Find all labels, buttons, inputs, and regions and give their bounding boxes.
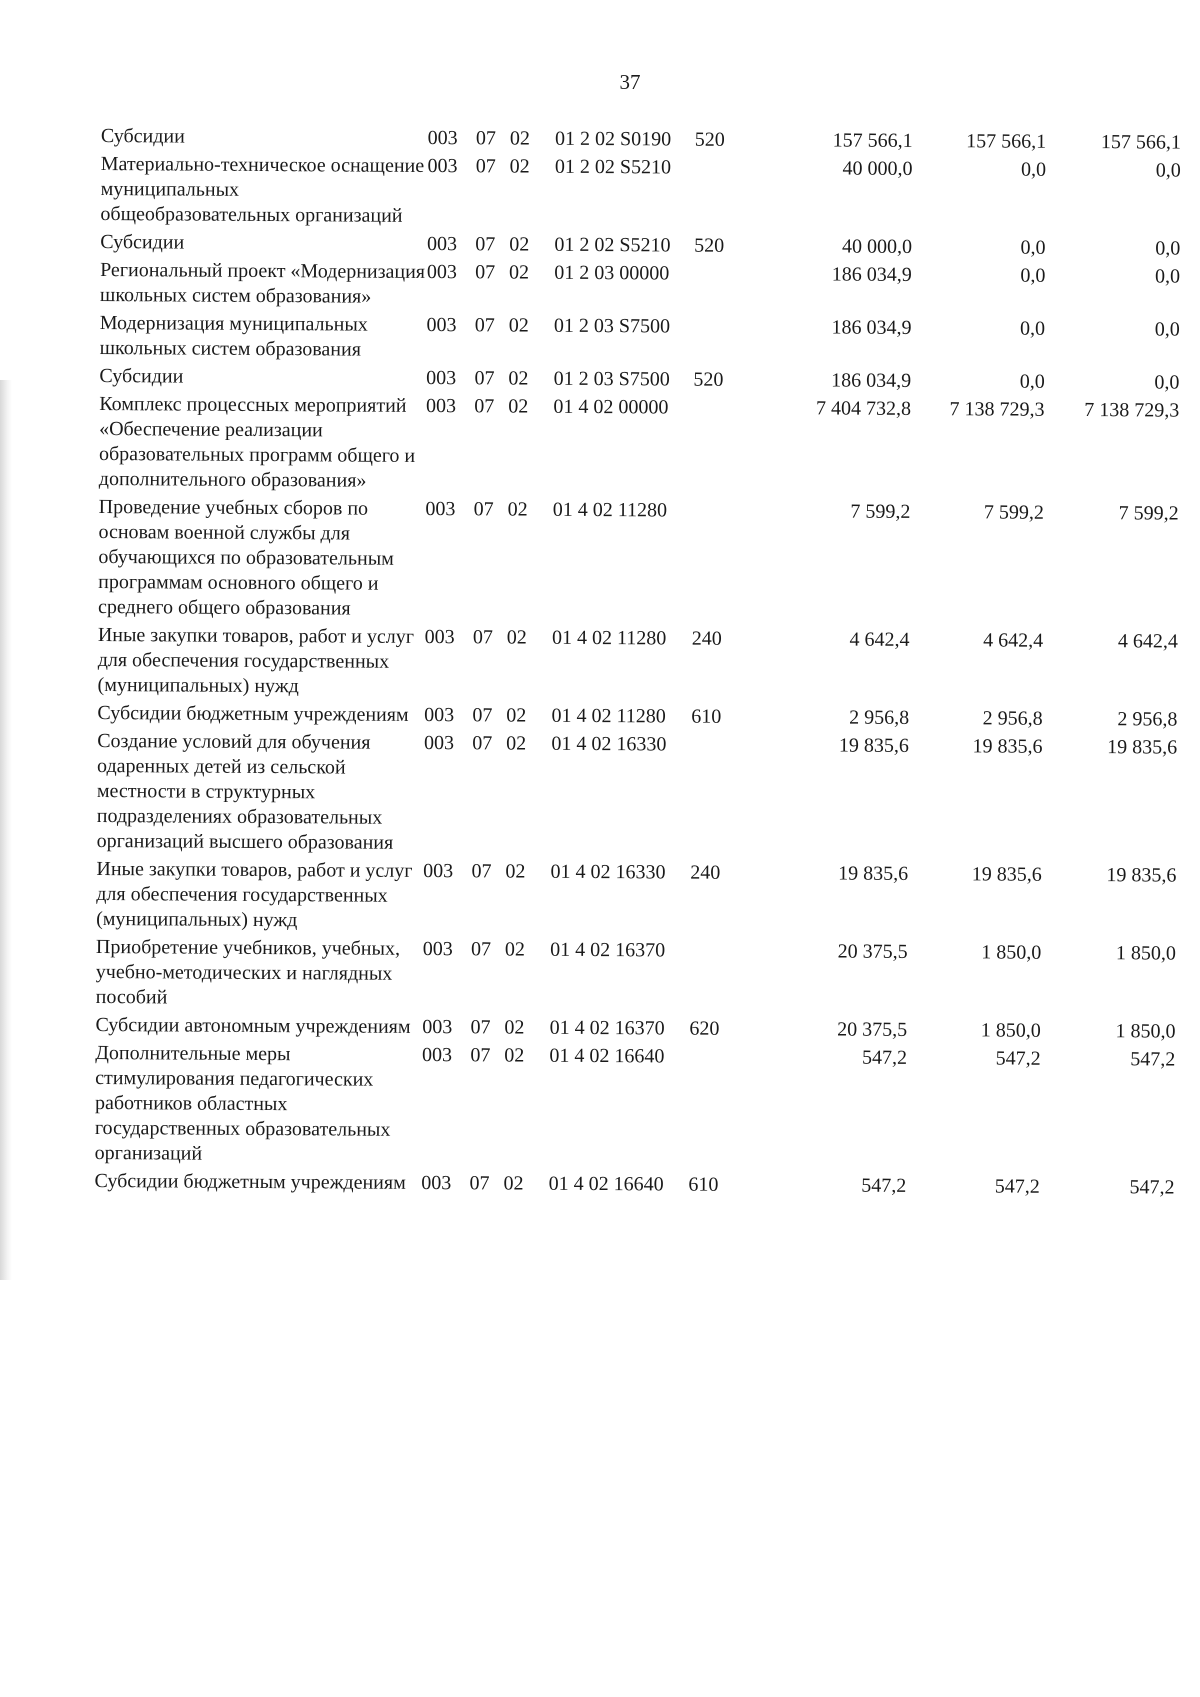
row-vr (690, 733, 744, 861)
row-sum-2025: 547,2 (994, 1175, 1040, 1198)
table-row (94, 1169, 1174, 1204)
row-vr: 610 (691, 705, 722, 728)
row-csr: 01 4 02 11280 (552, 498, 668, 522)
row-pr: 02 (503, 1172, 524, 1195)
row-name: Приобретение учебников, учебных, учебно-методических и наглядных пособий (95, 935, 401, 1009)
row-csr: 01 4 02 11280 (551, 626, 667, 650)
row-sum-2024: 186 034,9 (831, 369, 912, 392)
row-rz: 07 (472, 732, 493, 755)
row-sum-2026: 1 850,0 (1115, 942, 1177, 965)
row-sum-2025: 1 850,0 (981, 941, 1042, 964)
row-sum-2024: 547,2 (861, 1046, 908, 1069)
row-rz: 07 (473, 498, 494, 521)
row-vr: 620 (689, 1017, 720, 1040)
row-name: Субсидии бюджетным учреждениям (97, 701, 409, 726)
row-sum-2025: 7 138 729,3 (949, 398, 1045, 421)
row-rz: 07 (474, 314, 495, 337)
row-name: Субсидии (99, 364, 184, 388)
table-row (95, 1041, 1176, 1176)
row-sum-2026: 1 850,0 (1115, 1020, 1176, 1043)
row-pr: 02 (506, 704, 527, 727)
row-vr (689, 939, 743, 1017)
row-vr (693, 396, 747, 499)
row-name: Проведение учебных сборов по основам военной службы для обучающихся по образовательным программам основного общего и среднего общего образования (97, 495, 394, 620)
row-grbs: 003 (421, 1171, 452, 1195)
scan-edge-shadow (0, 380, 12, 1280)
row-sum-2025: 4 642,4 (983, 629, 1044, 652)
row-csr: 01 4 02 16330 (551, 732, 667, 756)
row-pr: 02 (506, 732, 527, 755)
row-name: Создание условий для обучения одаренных детей из сельской местности в структурных подразделениях образовательных организаций высшего образования (96, 729, 394, 854)
row-pr: 02 (506, 626, 527, 649)
row-sum-2025: 157 566,1 (966, 130, 1047, 153)
row-pr: 02 (508, 314, 529, 337)
row-rz: 07 (472, 704, 493, 727)
row-name: Материально-техническое оснащение муниципальных общеобразовательных организаций (100, 152, 425, 227)
row-grbs: 003 (422, 1015, 453, 1039)
row-sum-2025: 547,2 (995, 1047, 1041, 1070)
row-rz: 07 (469, 1172, 490, 1195)
row-sum-2026: 0,0 (1155, 159, 1181, 182)
row-pr: 02 (504, 1016, 525, 1039)
table-row (97, 729, 1178, 864)
row-sum-2024: 20 375,5 (837, 940, 908, 963)
table-row (100, 152, 1180, 237)
row-sum-2025: 0,0 (1020, 158, 1047, 181)
row-sum-2026: 0,0 (1154, 318, 1180, 341)
row-vr: 240 (691, 627, 722, 650)
row-rz: 07 (470, 1016, 491, 1039)
row-sum-2025: 0,0 (1020, 264, 1046, 287)
row-sum-2025: 1 850,0 (980, 1019, 1041, 1042)
row-rz: 07 (475, 261, 496, 284)
row-csr: 01 2 02 S5210 (554, 155, 672, 179)
table-row (99, 392, 1180, 502)
row-vr: 520 (694, 234, 725, 257)
row-csr: 01 4 02 16330 (550, 860, 666, 884)
row-csr: 01 2 03 S7500 (553, 314, 671, 338)
row-grbs: 003 (427, 154, 458, 178)
row-sum-2024: 40 000,0 (842, 157, 913, 180)
table-row (100, 258, 1180, 318)
row-csr: 01 4 02 16640 (548, 1172, 664, 1196)
table-body (94, 124, 1181, 1204)
row-vr (692, 499, 746, 627)
row-pr: 02 (508, 261, 530, 284)
row-sum-2026: 0,0 (1155, 237, 1181, 260)
row-rz: 07 (470, 938, 492, 961)
row-sum-2026: 7 138 729,3 (1084, 399, 1180, 422)
row-sum-2026: 547,2 (1130, 1048, 1176, 1071)
row-sum-2026: 19 835,6 (1106, 864, 1177, 887)
row-grbs: 003 (422, 937, 453, 961)
row-name: Субсидии автономным учреждениям (95, 1013, 411, 1038)
row-grbs: 003 (422, 1043, 453, 1067)
row-sum-2024: 20 375,5 (837, 1018, 908, 1041)
row-name: Комплекс процессных мероприятий «Обеспечение реализации образовательных программ общего и дополнительного образования» (98, 392, 416, 492)
row-sum-2024: 547,2 (861, 1174, 907, 1197)
row-grbs: 003 (426, 260, 457, 284)
row-vr (693, 315, 747, 368)
row-rz: 07 (474, 395, 495, 418)
row-rz: 07 (474, 367, 495, 390)
row-name: Иные закупки товаров, работ и услуг для обеспечения государственных (муниципальных) нужд (96, 857, 413, 932)
row-pr: 02 (504, 1044, 525, 1067)
row-vr (689, 1045, 743, 1173)
row-sum-2026: 547,2 (1129, 1176, 1175, 1199)
row-name: Субсидии (100, 124, 185, 148)
row-grbs: 003 (427, 126, 458, 150)
row-sum-2025: 19 835,6 (972, 735, 1043, 758)
table-row (98, 495, 1179, 630)
row-grbs: 003 (425, 394, 457, 418)
row-rz: 07 (472, 626, 493, 649)
row-pr: 02 (508, 367, 529, 390)
row-name: Субсидии бюджетным учреждениям (94, 1169, 406, 1194)
table-row (100, 311, 1180, 371)
row-name: Модернизация муниципальных школьных систем образования (99, 311, 368, 361)
row-csr: 01 4 02 16640 (549, 1044, 665, 1068)
row-rz: 07 (470, 1044, 491, 1067)
row-sum-2026: 0,0 (1154, 371, 1180, 394)
row-grbs: 003 (425, 497, 456, 521)
row-csr: 01 2 03 00000 (554, 261, 670, 285)
row-grbs: 003 (426, 232, 458, 256)
row-csr: 01 4 02 16370 (549, 1016, 665, 1040)
row-csr: 01 4 02 16370 (550, 938, 666, 962)
row-pr: 02 (504, 938, 525, 961)
row-sum-2026: 7 599,2 (1118, 502, 1179, 525)
row-vr (694, 262, 748, 315)
row-sum-2025: 0,0 (1020, 236, 1046, 259)
row-grbs: 003 (423, 859, 454, 883)
row-sum-2026: 157 566,1 (1100, 131, 1181, 154)
row-sum-2024: 186 034,9 (831, 316, 912, 339)
row-sum-2024: 4 642,4 (849, 628, 910, 651)
row-sum-2025: 0,0 (1020, 317, 1046, 340)
row-vr: 240 (690, 861, 721, 884)
row-csr: 01 4 02 11280 (551, 704, 666, 728)
row-sum-2024: 157 566,1 (832, 129, 913, 152)
table-row (96, 935, 1176, 1020)
row-sum-2024: 40 000,0 (841, 235, 913, 258)
row-sum-2025: 7 599,2 (983, 501, 1045, 524)
page-number: 37 (619, 70, 641, 94)
row-grbs: 003 (424, 625, 455, 649)
row-sum-2024: 7 599,2 (850, 500, 911, 523)
table-row (97, 623, 1177, 708)
budget-table-container (94, 124, 1181, 1204)
row-pr: 02 (509, 233, 530, 256)
row-rz: 07 (475, 155, 496, 178)
row-sum-2025: 19 835,6 (971, 863, 1042, 886)
row-name: Региональный проект «Модернизация школьных систем образования» (99, 258, 426, 308)
row-sum-2024: 186 034,9 (831, 263, 912, 286)
table-row (96, 857, 1176, 942)
row-name: Иные закупки товаров, работ и услуг для обеспечения государственных (муниципальных) нужд (97, 623, 415, 698)
row-sum-2026: 0,0 (1155, 265, 1181, 288)
row-pr: 02 (509, 155, 530, 178)
row-sum-2025: 0,0 (1019, 370, 1045, 393)
row-rz: 07 (475, 127, 497, 150)
row-grbs: 003 (426, 313, 457, 337)
row-pr: 02 (505, 860, 526, 883)
row-sum-2026: 4 642,4 (1117, 630, 1178, 653)
row-vr (694, 156, 748, 234)
row-vr: 520 (693, 368, 724, 391)
budget-table (94, 124, 1181, 1204)
row-csr: 01 2 02 S0190 (555, 127, 672, 151)
row-vr: 610 (688, 1173, 719, 1196)
row-rz: 07 (471, 860, 492, 883)
row-pr: 02 (509, 127, 530, 150)
row-csr: 01 2 03 S7500 (553, 367, 670, 391)
row-sum-2024: 19 835,6 (838, 734, 910, 757)
row-sum-2024: 7 404 732,8 (815, 397, 912, 420)
row-pr: 02 (508, 395, 529, 418)
row-csr: 01 4 02 00000 (553, 395, 669, 419)
row-grbs: 003 (423, 731, 455, 755)
row-pr: 02 (507, 498, 528, 521)
row-sum-2024: 2 956,8 (849, 706, 910, 729)
row-grbs: 003 (424, 703, 455, 727)
row-sum-2024: 19 835,6 (838, 862, 909, 885)
row-name: Субсидии (100, 230, 185, 254)
row-sum-2026: 19 835,6 (1107, 736, 1178, 759)
row-sum-2025: 2 956,8 (982, 707, 1043, 730)
row-csr: 01 2 02 S5210 (554, 233, 671, 257)
row-name: Дополнительные меры стимулирования педагогических работников областных государственных образовательных организаций (94, 1041, 391, 1165)
row-vr: 520 (694, 128, 725, 151)
row-sum-2026: 2 956,8 (1117, 708, 1178, 731)
row-rz: 07 (475, 233, 496, 256)
row-grbs: 003 (426, 366, 457, 390)
